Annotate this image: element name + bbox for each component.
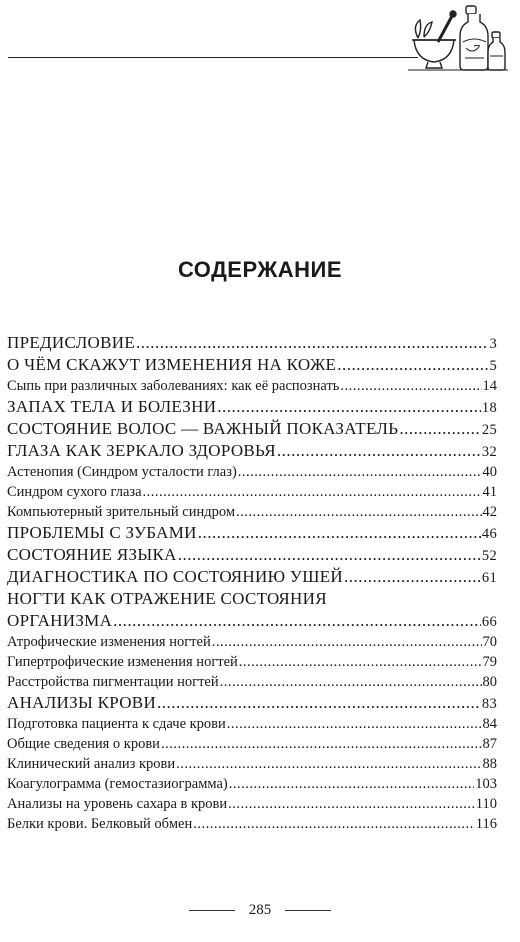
toc-entry[interactable] — [7, 462, 497, 482]
toc-dot-leader — [340, 376, 481, 396]
toc-entry-page: 14 — [482, 378, 497, 394]
toc-dot-leader — [236, 502, 482, 522]
toc-entry[interactable] — [7, 588, 497, 610]
page-number: 285 — [248, 901, 272, 918]
toc-entry-title: Клинический анализ крови — [7, 756, 176, 772]
toc-entry[interactable] — [7, 566, 497, 588]
toc-dot-leader — [113, 610, 481, 632]
toc-entry-page: 25 — [481, 422, 497, 438]
toc-dot-leader — [228, 794, 475, 814]
page-footer — [0, 901, 520, 919]
toc-dot-leader — [176, 754, 481, 774]
toc-entry-title: СОСТОЯНИЕ ЯЗЫКА — [7, 545, 177, 564]
toc-entry-page: 32 — [481, 444, 497, 460]
toc-entry[interactable] — [7, 652, 497, 672]
toc-entry[interactable] — [7, 632, 497, 652]
toc-entry-title: ПРОБЛЕМЫ С ЗУБАМИ — [7, 523, 197, 542]
toc-entry-page: 80 — [482, 674, 497, 690]
toc-entry-page: 46 — [481, 526, 497, 542]
toc-entry[interactable] — [7, 522, 497, 544]
mortar-and-bottles-icon — [408, 2, 508, 74]
page-title: СОДЕРЖАНИЕ — [177, 257, 343, 282]
toc-dot-leader — [227, 714, 482, 734]
header-rule — [8, 57, 418, 58]
toc-entry-page: 79 — [482, 654, 497, 670]
toc-entry-page: 83 — [481, 696, 497, 712]
toc-entry-page: 41 — [482, 484, 497, 500]
toc-entry-title: Сыпь при различных заболеваниях: как её распознать — [7, 378, 340, 394]
toc-entry-title: Расстройства пигментации ногтей — [7, 674, 219, 690]
toc-entry[interactable] — [7, 376, 497, 396]
toc-entry-title: АНАЛИЗЫ КРОВИ — [7, 693, 157, 712]
toc-entry[interactable] — [7, 610, 497, 632]
toc-dot-leader — [220, 672, 482, 692]
toc-entry-page: 18 — [481, 400, 497, 416]
toc-entry[interactable] — [7, 734, 497, 754]
toc-entry[interactable] — [7, 482, 497, 502]
toc-dot-leader — [217, 396, 481, 418]
toc-entry[interactable] — [7, 332, 497, 354]
toc-entry-page: 42 — [482, 504, 497, 520]
toc-entry-title: Компьютерный зрительный синдром — [7, 504, 235, 520]
toc-entry-title: ОРГАНИЗМА — [7, 611, 113, 630]
toc-entry[interactable] — [7, 396, 497, 418]
toc-dot-leader — [239, 652, 482, 672]
toc-entry-title: Анализы на уровень сахара в крови — [7, 796, 228, 812]
toc-entry-page: 103 — [475, 776, 497, 792]
toc-dot-leader — [157, 692, 481, 714]
toc-entry[interactable] — [7, 502, 497, 522]
toc-entry[interactable] — [7, 354, 497, 376]
toc-dot-leader — [238, 462, 482, 482]
toc-entry-page: 70 — [482, 634, 497, 650]
toc-entry-title: ЗАПАХ ТЕЛА И БОЛЕЗНИ — [7, 397, 217, 416]
toc-dot-leader — [161, 734, 482, 754]
toc-entry-page: 61 — [481, 570, 497, 586]
toc-entry[interactable] — [7, 774, 497, 794]
toc-entry-title: Общие сведения о крови — [7, 736, 160, 752]
toc-dot-leader — [178, 544, 481, 566]
toc-dot-leader — [198, 522, 481, 544]
toc-entry[interactable] — [7, 440, 497, 462]
toc-entry-title: Подготовка пациента к сдаче крови — [7, 716, 226, 732]
table-of-contents — [7, 332, 497, 834]
toc-entry-title: О ЧЁМ СКАЖУТ ИЗМЕНЕНИЯ НА КОЖЕ — [7, 355, 337, 374]
toc-entry[interactable] — [7, 714, 497, 734]
toc-dot-leader — [277, 440, 481, 462]
toc-entry-title: СОСТОЯНИЕ ВОЛОС — ВАЖНЫЙ ПОКАЗАТЕЛЬ — [7, 419, 399, 438]
toc-dot-leader — [344, 566, 481, 588]
toc-dot-leader — [212, 632, 482, 652]
toc-entry[interactable] — [7, 814, 497, 834]
toc-entry-title: Коагулограмма (гемостазиограмма) — [7, 776, 228, 792]
toc-entry-page: 88 — [482, 756, 497, 772]
toc-entry-page: 110 — [475, 796, 497, 812]
toc-entry[interactable] — [7, 794, 497, 814]
footer-rule-right — [285, 910, 331, 911]
toc-entry-page: 66 — [481, 614, 497, 630]
toc-entry-title: ГЛАЗА КАК ЗЕРКАЛО ЗДОРОВЬЯ — [7, 441, 276, 460]
toc-entry-page: 87 — [482, 736, 497, 752]
toc-dot-leader — [337, 354, 488, 376]
toc-entry[interactable] — [7, 418, 497, 440]
toc-dot-leader — [229, 774, 475, 794]
toc-entry-title: Астенопия (Синдром усталости глаз) — [7, 464, 237, 480]
toc-entry-title: Белки крови. Белковый обмен — [7, 816, 193, 832]
toc-entry-title: Гипертрофические изменения ногтей — [7, 654, 238, 670]
toc-entry-page: 116 — [475, 816, 497, 832]
toc-entry-title: Атрофические изменения ногтей — [7, 634, 211, 650]
toc-entry-page: 52 — [481, 548, 497, 564]
toc-entry-page: 5 — [489, 358, 497, 374]
footer-rule-left — [189, 910, 235, 911]
toc-dot-leader — [136, 332, 488, 354]
toc-dot-leader — [143, 482, 482, 502]
toc-entry-title: НОГТИ КАК ОТРАЖЕНИЕ СОСТОЯНИЯ — [7, 589, 327, 608]
toc-entry[interactable] — [7, 544, 497, 566]
toc-dot-leader — [399, 418, 481, 440]
toc-entry-title: Синдром сухого глаза — [7, 484, 142, 500]
toc-entry-title: ПРЕДИСЛОВИЕ — [7, 333, 136, 352]
toc-entry-title: ДИАГНОСТИКА ПО СОСТОЯНИЮ УШЕЙ — [7, 567, 343, 586]
toc-entry[interactable] — [7, 754, 497, 774]
toc-entry[interactable] — [7, 692, 497, 714]
toc-entry-page: 3 — [489, 336, 497, 352]
toc-entry-page: 40 — [482, 464, 497, 480]
toc-entry-page: 84 — [482, 716, 497, 732]
toc-entry[interactable] — [7, 672, 497, 692]
toc-dot-leader — [193, 814, 475, 834]
